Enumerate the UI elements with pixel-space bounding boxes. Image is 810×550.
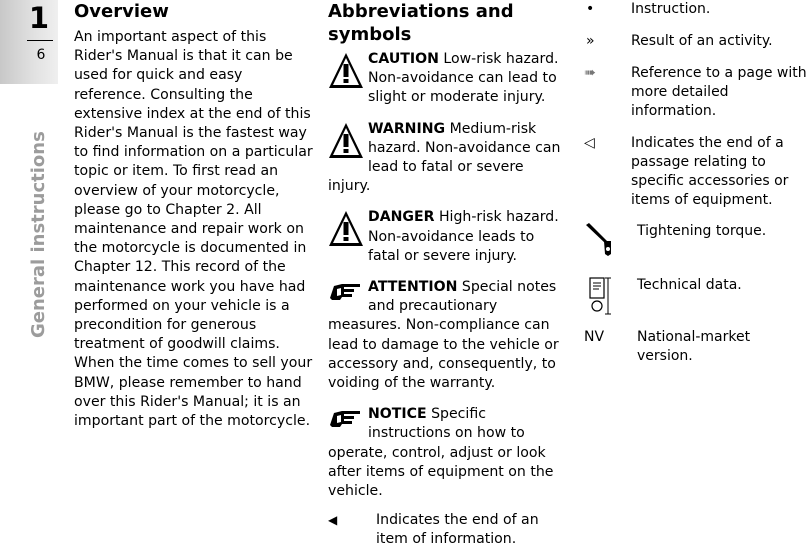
attention-keyword: ATTENTION (368, 279, 458, 296)
symbol-row-national-version (584, 328, 810, 366)
symbol-text: Reference to a page with more detailed information. (631, 65, 807, 119)
danger-keyword: DANGER (368, 209, 435, 226)
notice-note (328, 405, 570, 501)
caution-text: Low-risk hazard. Non-avoidance can lead to slight or moderate injury. (368, 51, 559, 106)
caution-note (328, 50, 570, 108)
end-of-info-icon: ◀ (328, 513, 338, 528)
abbreviations-heading: Abbreviations and symbols (328, 1, 514, 45)
symbol-row-accessory-end (584, 134, 810, 210)
notice-keyword: NOTICE (368, 406, 427, 423)
pointing-hand-icon (328, 280, 362, 302)
symbol-text: Result of an activity. (631, 33, 773, 49)
symbol-text: Technical data. (637, 277, 742, 293)
abbreviations-column (328, 0, 570, 550)
warning-text: Medium-risk hazard. Non-avoidance can lead to fatal or severe injury. (328, 120, 561, 195)
end-of-info-text: Indicates the end of an item of information. (376, 512, 539, 548)
warning-note (328, 120, 570, 197)
symbol-row-torque (584, 222, 810, 270)
warning-triangle-icon (328, 210, 364, 247)
page-reference-arrow-icon: ➠ (584, 65, 596, 81)
danger-note (328, 208, 570, 266)
pointing-hand-icon (328, 407, 362, 429)
bullet-icon: • (586, 1, 595, 17)
symbol-text: National-market version. (637, 329, 751, 364)
warning-triangle-icon (328, 52, 364, 89)
symbol-row-instruction (584, 0, 810, 19)
attention-note (328, 278, 570, 393)
warning-triangle-icon (328, 122, 364, 159)
overview-heading: Overview (74, 1, 169, 22)
technical-data-icon (584, 276, 616, 316)
symbol-row-reference (584, 64, 810, 121)
caution-keyword: CAUTION (368, 51, 439, 67)
result-arrows-icon: » (586, 33, 595, 49)
open-triangle-icon: ◁ (584, 135, 595, 151)
symbol-row-result (584, 32, 810, 51)
chapter-divider (27, 40, 53, 41)
wrench-icon (584, 222, 616, 256)
section-side-title: General instructions (28, 131, 49, 338)
symbol-row-technical-data (584, 276, 810, 326)
symbol-text: Tightening torque. (637, 223, 767, 239)
danger-text: High-risk hazard. Non-avoidance leads to fatal or severe injury. (368, 209, 559, 264)
end-of-info-row (328, 511, 570, 549)
symbol-text: Instruction. (631, 1, 711, 17)
page-number: 6 (36, 47, 46, 63)
symbol-text: Indicates the end of a passage relating to specific accessories or items of equipment. (631, 135, 789, 208)
overview-body: An important aspect of this Rider's Manual is that it can be used for quick and easy reference. Consulting the extensive index at the end of this Rider's Manual is the fastest way to find information on a particular topic or item. To first read an overview of your motorcycle, please go to Chapter 2. All maintenance and repair work on the motorcycle is documented in Chapter 12. This record of the maintenance work you have had performed on your vehicle is a precondition for generous treatment of goodwill claims. When the time comes to sell your BMW, please remember to hand over this Rider's Manual; it is an important part of the motorcycle. (74, 29, 313, 430)
chapter-number: 1 (28, 1, 50, 35)
symbols-column (584, 0, 810, 366)
overview-column (74, 0, 314, 431)
attention-text: Special notes and precautionary measures. Non-compliance can lead to damage to the vehicle or accessory and, consequently, to voiding of the warranty. (328, 279, 559, 392)
nv-abbreviation: NV (584, 329, 605, 345)
warning-keyword: WARNING (368, 120, 446, 137)
notice-text: Specific instructions on how to operate, control, adjust or look after items of equipment on the vehicle. (328, 406, 554, 500)
